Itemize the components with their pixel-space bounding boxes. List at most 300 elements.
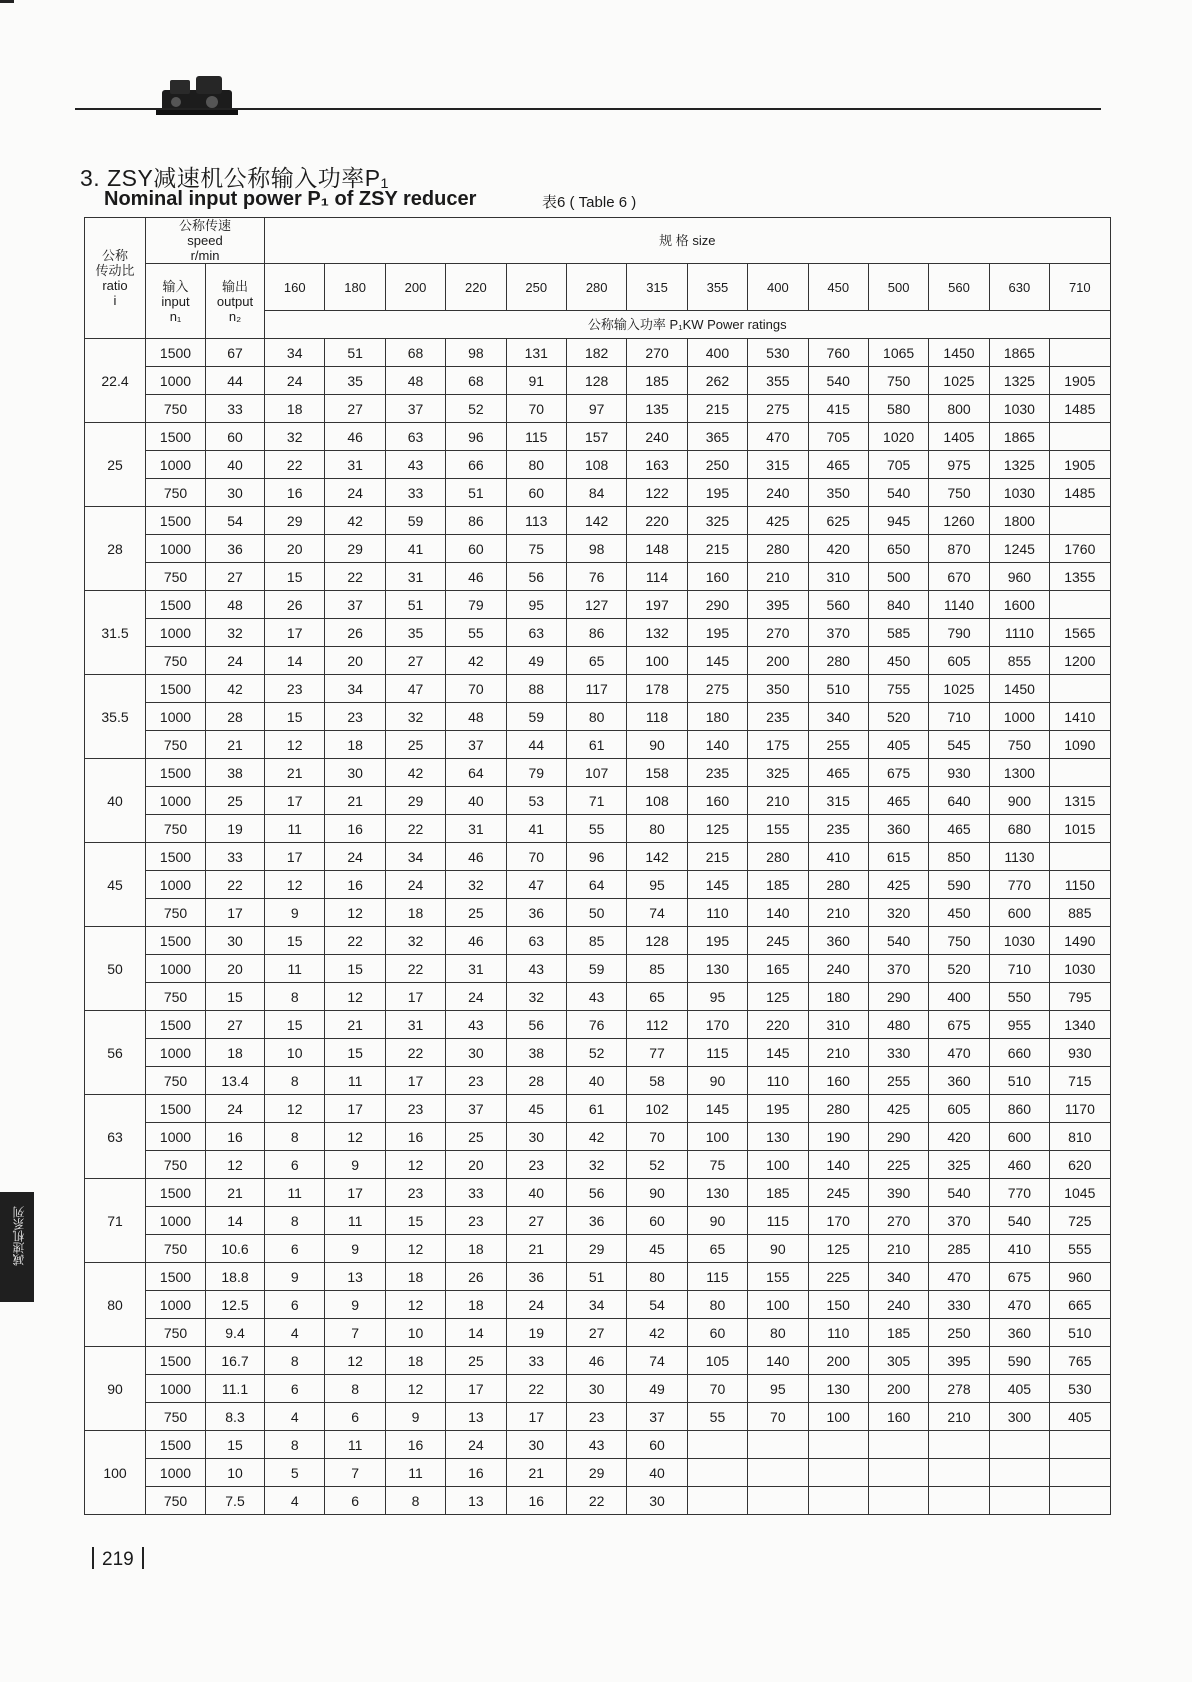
power-value-cell: 79 bbox=[506, 759, 566, 787]
power-value-cell: 705 bbox=[868, 451, 928, 479]
input-speed-cell: 1000 bbox=[146, 955, 206, 983]
power-value-cell bbox=[1050, 1487, 1110, 1515]
power-value-cell: 600 bbox=[989, 1123, 1049, 1151]
output-speed-cell: 60 bbox=[206, 423, 265, 451]
output-speed-cell: 27 bbox=[206, 1011, 265, 1039]
power-value-cell: 755 bbox=[868, 675, 928, 703]
power-value-cell: 160 bbox=[687, 787, 747, 815]
power-value-cell: 400 bbox=[929, 983, 989, 1011]
power-value-cell: 96 bbox=[446, 423, 506, 451]
power-value-cell: 130 bbox=[687, 1179, 747, 1207]
power-value-cell: 1020 bbox=[868, 423, 928, 451]
power-value-cell: 32 bbox=[566, 1151, 626, 1179]
table-row bbox=[85, 1459, 1111, 1487]
power-value-cell: 29 bbox=[385, 787, 445, 815]
power-value-cell: 12 bbox=[265, 871, 325, 899]
input-speed-cell: 1500 bbox=[146, 507, 206, 535]
power-value-cell: 31 bbox=[446, 815, 506, 843]
power-value-cell: 125 bbox=[687, 815, 747, 843]
input-speed-cell: 1000 bbox=[146, 1291, 206, 1319]
power-value-cell: 225 bbox=[808, 1263, 868, 1291]
power-value-cell: 33 bbox=[446, 1179, 506, 1207]
power-value-cell: 540 bbox=[929, 1179, 989, 1207]
power-value-cell: 8 bbox=[265, 1123, 325, 1151]
power-value-cell: 80 bbox=[506, 451, 566, 479]
power-value-cell: 395 bbox=[929, 1347, 989, 1375]
power-value-cell: 17 bbox=[325, 1179, 385, 1207]
power-value-cell: 500 bbox=[868, 563, 928, 591]
power-value-cell: 12 bbox=[265, 731, 325, 759]
header-size-250: 250 bbox=[506, 264, 566, 311]
table-row bbox=[85, 1403, 1111, 1431]
power-value-cell: 1485 bbox=[1050, 395, 1110, 423]
power-value-cell: 70 bbox=[627, 1123, 687, 1151]
table-row bbox=[85, 367, 1111, 395]
power-value-cell: 410 bbox=[808, 843, 868, 871]
power-value-cell: 665 bbox=[1050, 1291, 1110, 1319]
power-value-cell: 22 bbox=[506, 1375, 566, 1403]
power-value-cell: 278 bbox=[929, 1375, 989, 1403]
power-value-cell: 60 bbox=[627, 1207, 687, 1235]
power-value-cell: 275 bbox=[687, 675, 747, 703]
power-value-cell bbox=[989, 1487, 1049, 1515]
power-value-cell: 12 bbox=[325, 899, 385, 927]
header-size-560: 560 bbox=[929, 264, 989, 311]
input-speed-cell: 1500 bbox=[146, 591, 206, 619]
power-value-cell: 9 bbox=[325, 1235, 385, 1263]
power-value-cell: 750 bbox=[868, 367, 928, 395]
table-row bbox=[85, 1235, 1111, 1263]
power-value-cell: 560 bbox=[808, 591, 868, 619]
power-value-cell: 130 bbox=[808, 1375, 868, 1403]
power-value-cell: 585 bbox=[868, 619, 928, 647]
power-value-cell: 855 bbox=[989, 647, 1049, 675]
power-value-cell: 43 bbox=[566, 983, 626, 1011]
power-value-cell: 350 bbox=[748, 675, 808, 703]
power-value-cell: 12 bbox=[325, 983, 385, 1011]
power-value-cell: 180 bbox=[808, 983, 868, 1011]
power-value-cell: 77 bbox=[627, 1039, 687, 1067]
power-value-cell: 955 bbox=[989, 1011, 1049, 1039]
power-value-cell: 27 bbox=[506, 1207, 566, 1235]
power-value-cell: 18 bbox=[265, 395, 325, 423]
power-value-cell: 885 bbox=[1050, 899, 1110, 927]
power-value-cell: 32 bbox=[385, 703, 445, 731]
power-value-cell: 40 bbox=[446, 787, 506, 815]
power-value-cell: 22 bbox=[325, 563, 385, 591]
table-row bbox=[85, 619, 1111, 647]
power-value-cell: 470 bbox=[748, 423, 808, 451]
table-caption: 表6 ( Table 6 ) bbox=[542, 194, 637, 211]
power-value-cell: 145 bbox=[687, 1095, 747, 1123]
power-value-cell: 125 bbox=[808, 1235, 868, 1263]
power-value-cell: 195 bbox=[687, 619, 747, 647]
power-value-cell: 17 bbox=[325, 1095, 385, 1123]
power-value-cell: 170 bbox=[808, 1207, 868, 1235]
table-row bbox=[85, 1011, 1111, 1039]
output-speed-cell: 24 bbox=[206, 1095, 265, 1123]
power-value-cell: 360 bbox=[929, 1067, 989, 1095]
power-value-cell: 20 bbox=[446, 1151, 506, 1179]
power-value-cell: 70 bbox=[506, 395, 566, 423]
power-value-cell: 11 bbox=[325, 1431, 385, 1459]
power-value-cell: 26 bbox=[325, 619, 385, 647]
power-value-cell: 4 bbox=[265, 1319, 325, 1347]
power-value-cell: 465 bbox=[808, 451, 868, 479]
power-value-cell: 235 bbox=[748, 703, 808, 731]
power-value-cell: 185 bbox=[748, 1179, 808, 1207]
power-value-cell: 1015 bbox=[1050, 815, 1110, 843]
table-row bbox=[85, 955, 1111, 983]
power-value-cell: 760 bbox=[808, 339, 868, 367]
power-value-cell: 55 bbox=[446, 619, 506, 647]
table-row bbox=[85, 395, 1111, 423]
power-value-cell: 55 bbox=[566, 815, 626, 843]
power-value-cell: 16 bbox=[385, 1123, 445, 1151]
power-value-cell: 11 bbox=[325, 1067, 385, 1095]
power-value-cell: 405 bbox=[1050, 1403, 1110, 1431]
power-value-cell: 12 bbox=[385, 1375, 445, 1403]
power-value-cell: 1045 bbox=[1050, 1179, 1110, 1207]
power-value-cell: 750 bbox=[929, 927, 989, 955]
power-value-cell: 290 bbox=[687, 591, 747, 619]
power-value-cell: 15 bbox=[385, 1207, 445, 1235]
power-value-cell: 8 bbox=[265, 1207, 325, 1235]
power-value-cell: 1030 bbox=[989, 927, 1049, 955]
power-value-cell: 945 bbox=[868, 507, 928, 535]
power-value-cell: 315 bbox=[808, 787, 868, 815]
input-speed-cell: 750 bbox=[146, 899, 206, 927]
power-value-cell: 140 bbox=[748, 1347, 808, 1375]
output-speed-cell: 48 bbox=[206, 591, 265, 619]
power-value-cell: 195 bbox=[687, 479, 747, 507]
page-number-text: 219 bbox=[102, 1549, 134, 1570]
power-value-cell: 675 bbox=[868, 759, 928, 787]
power-value-cell: 330 bbox=[868, 1039, 928, 1067]
table-row bbox=[85, 507, 1111, 535]
input-speed-cell: 1500 bbox=[146, 1431, 206, 1459]
header-size-630: 630 bbox=[989, 264, 1049, 311]
power-value-cell: 9 bbox=[325, 1151, 385, 1179]
power-value-cell: 510 bbox=[1050, 1319, 1110, 1347]
power-value-cell bbox=[989, 1459, 1049, 1487]
power-value-cell: 165 bbox=[748, 955, 808, 983]
power-value-cell: 47 bbox=[385, 675, 445, 703]
power-value-cell: 160 bbox=[868, 1403, 928, 1431]
power-value-cell bbox=[989, 1431, 1049, 1459]
table-row bbox=[85, 927, 1111, 955]
power-value-cell: 280 bbox=[748, 535, 808, 563]
power-value-cell: 6 bbox=[265, 1151, 325, 1179]
output-speed-cell: 18 bbox=[206, 1039, 265, 1067]
power-value-cell: 8 bbox=[265, 1431, 325, 1459]
power-value-cell: 52 bbox=[446, 395, 506, 423]
power-value-cell: 31 bbox=[385, 563, 445, 591]
output-speed-cell: 21 bbox=[206, 731, 265, 759]
power-value-cell: 79 bbox=[446, 591, 506, 619]
ratio-cell: 63 bbox=[85, 1095, 146, 1179]
power-value-cell: 25 bbox=[446, 1347, 506, 1375]
power-value-cell: 7 bbox=[325, 1459, 385, 1487]
power-value-cell: 76 bbox=[566, 1011, 626, 1039]
power-value-cell: 1025 bbox=[929, 367, 989, 395]
power-value-cell: 35 bbox=[325, 367, 385, 395]
power-value-cell: 85 bbox=[566, 927, 626, 955]
power-value-cell: 29 bbox=[566, 1235, 626, 1263]
power-value-cell: 1260 bbox=[929, 507, 989, 535]
header-ratio: 公称 传动比 ratio i bbox=[85, 218, 146, 339]
power-value-cell: 115 bbox=[748, 1207, 808, 1235]
power-value-cell: 22 bbox=[385, 815, 445, 843]
power-value-cell: 155 bbox=[748, 1263, 808, 1291]
power-value-cell: 1760 bbox=[1050, 535, 1110, 563]
power-value-cell: 350 bbox=[808, 479, 868, 507]
power-value-cell bbox=[808, 1459, 868, 1487]
power-value-cell: 770 bbox=[989, 1179, 1049, 1207]
power-value-cell: 235 bbox=[687, 759, 747, 787]
power-value-cell: 23 bbox=[385, 1095, 445, 1123]
power-value-cell: 31 bbox=[385, 1011, 445, 1039]
power-value-cell: 33 bbox=[506, 1347, 566, 1375]
power-value-cell: 51 bbox=[566, 1263, 626, 1291]
reducer-logo-image bbox=[156, 72, 238, 118]
power-value-cell: 510 bbox=[808, 675, 868, 703]
power-value-cell: 65 bbox=[566, 647, 626, 675]
table-row bbox=[85, 675, 1111, 703]
power-value-cell: 185 bbox=[868, 1319, 928, 1347]
power-value-cell: 215 bbox=[687, 535, 747, 563]
section-title-en: Nominal input power P₁ of ZSY reducer bbox=[104, 188, 477, 210]
output-speed-cell: 25 bbox=[206, 787, 265, 815]
input-speed-cell: 750 bbox=[146, 563, 206, 591]
input-speed-cell: 1000 bbox=[146, 367, 206, 395]
table-row bbox=[85, 1291, 1111, 1319]
input-speed-cell: 1000 bbox=[146, 871, 206, 899]
table-row bbox=[85, 1179, 1111, 1207]
power-value-cell: 18 bbox=[446, 1235, 506, 1263]
power-value-cell: 100 bbox=[748, 1151, 808, 1179]
power-value-cell: 36 bbox=[506, 1263, 566, 1291]
power-value-cell: 46 bbox=[566, 1347, 626, 1375]
power-value-cell: 100 bbox=[808, 1403, 868, 1431]
power-value-cell: 40 bbox=[566, 1067, 626, 1095]
power-value-cell: 1315 bbox=[1050, 787, 1110, 815]
power-value-cell: 75 bbox=[687, 1151, 747, 1179]
power-value-cell: 29 bbox=[265, 507, 325, 535]
power-value-cell: 1355 bbox=[1050, 563, 1110, 591]
power-value-cell: 23 bbox=[446, 1067, 506, 1095]
input-speed-cell: 750 bbox=[146, 1235, 206, 1263]
power-value-cell: 310 bbox=[808, 563, 868, 591]
power-value-cell: 58 bbox=[627, 1067, 687, 1095]
output-speed-cell: 8.3 bbox=[206, 1403, 265, 1431]
power-value-cell: 370 bbox=[929, 1207, 989, 1235]
power-value-cell: 15 bbox=[325, 1039, 385, 1067]
power-value-cell: 870 bbox=[929, 535, 989, 563]
power-value-cell: 140 bbox=[687, 731, 747, 759]
power-value-cell: 790 bbox=[929, 619, 989, 647]
ratio-cell: 80 bbox=[85, 1263, 146, 1347]
power-value-cell: 23 bbox=[566, 1403, 626, 1431]
table-row bbox=[85, 1151, 1111, 1179]
table-row bbox=[85, 563, 1111, 591]
power-value-cell: 61 bbox=[566, 731, 626, 759]
power-value-cell: 70 bbox=[506, 843, 566, 871]
power-value-cell: 131 bbox=[506, 339, 566, 367]
power-value-cell bbox=[1050, 759, 1110, 787]
power-value-cell: 15 bbox=[265, 703, 325, 731]
power-value-cell: 10 bbox=[265, 1039, 325, 1067]
power-value-cell: 210 bbox=[748, 787, 808, 815]
header-speed: 公称传速 speed r/min bbox=[146, 218, 265, 264]
power-value-cell: 135 bbox=[627, 395, 687, 423]
output-speed-cell: 44 bbox=[206, 367, 265, 395]
power-value-cell: 157 bbox=[566, 423, 626, 451]
power-value-cell: 178 bbox=[627, 675, 687, 703]
power-value-cell: 43 bbox=[385, 451, 445, 479]
power-value-cell: 90 bbox=[627, 731, 687, 759]
power-value-cell: 195 bbox=[748, 1095, 808, 1123]
power-value-cell: 21 bbox=[506, 1459, 566, 1487]
power-value-cell: 1090 bbox=[1050, 731, 1110, 759]
power-value-cell: 88 bbox=[506, 675, 566, 703]
input-speed-cell: 1000 bbox=[146, 787, 206, 815]
power-value-cell: 715 bbox=[1050, 1067, 1110, 1095]
power-value-cell: 18 bbox=[385, 899, 445, 927]
power-value-cell: 40 bbox=[627, 1459, 687, 1487]
power-value-cell: 710 bbox=[989, 955, 1049, 983]
power-value-cell: 115 bbox=[687, 1263, 747, 1291]
power-value-cell: 22 bbox=[265, 451, 325, 479]
power-value-cell: 41 bbox=[385, 535, 445, 563]
input-speed-cell: 1500 bbox=[146, 1011, 206, 1039]
input-speed-cell: 1000 bbox=[146, 1459, 206, 1487]
power-value-cell: 15 bbox=[265, 563, 325, 591]
power-value-cell: 85 bbox=[627, 955, 687, 983]
ratio-cell: 90 bbox=[85, 1347, 146, 1431]
power-value-cell: 520 bbox=[929, 955, 989, 983]
power-value-cell: 80 bbox=[748, 1319, 808, 1347]
power-value-cell: 23 bbox=[385, 1179, 445, 1207]
power-value-cell: 340 bbox=[868, 1263, 928, 1291]
table-row bbox=[85, 871, 1111, 899]
output-speed-cell: 24 bbox=[206, 647, 265, 675]
power-value-cell: 245 bbox=[748, 927, 808, 955]
header-size-450: 450 bbox=[808, 264, 868, 311]
output-speed-cell: 38 bbox=[206, 759, 265, 787]
output-speed-cell: 9.4 bbox=[206, 1319, 265, 1347]
power-value-cell: 18 bbox=[446, 1291, 506, 1319]
header-size-355: 355 bbox=[687, 264, 747, 311]
power-value-cell: 18 bbox=[385, 1263, 445, 1291]
table-row bbox=[85, 1347, 1111, 1375]
table-row bbox=[85, 787, 1111, 815]
power-value-cell: 300 bbox=[989, 1403, 1049, 1431]
power-value-cell: 480 bbox=[868, 1011, 928, 1039]
power-value-cell: 530 bbox=[748, 339, 808, 367]
power-value-cell: 11 bbox=[385, 1459, 445, 1487]
power-value-cell: 21 bbox=[506, 1235, 566, 1263]
input-speed-cell: 1500 bbox=[146, 339, 206, 367]
power-value-cell: 27 bbox=[566, 1319, 626, 1347]
output-speed-cell: 12.5 bbox=[206, 1291, 265, 1319]
table-row bbox=[85, 1487, 1111, 1515]
power-value-cell: 21 bbox=[265, 759, 325, 787]
power-value-cell: 145 bbox=[748, 1039, 808, 1067]
power-value-cell: 50 bbox=[566, 899, 626, 927]
output-speed-cell: 42 bbox=[206, 675, 265, 703]
power-value-cell: 240 bbox=[868, 1291, 928, 1319]
power-value-cell: 1405 bbox=[929, 423, 989, 451]
power-value-cell: 470 bbox=[989, 1291, 1049, 1319]
power-value-cell: 8 bbox=[325, 1375, 385, 1403]
output-speed-cell: 30 bbox=[206, 479, 265, 507]
power-value-cell: 840 bbox=[868, 591, 928, 619]
power-value-cell: 1600 bbox=[989, 591, 1049, 619]
power-value-cell: 23 bbox=[446, 1207, 506, 1235]
power-value-cell: 130 bbox=[748, 1123, 808, 1151]
power-value-cell: 795 bbox=[1050, 983, 1110, 1011]
power-value-cell: 1410 bbox=[1050, 703, 1110, 731]
table-row bbox=[85, 1039, 1111, 1067]
input-speed-cell: 750 bbox=[146, 731, 206, 759]
input-speed-cell: 1500 bbox=[146, 843, 206, 871]
power-value-cell: 23 bbox=[265, 675, 325, 703]
power-value-cell: 9 bbox=[385, 1403, 445, 1431]
power-value-cell: 27 bbox=[325, 395, 385, 423]
power-value-cell bbox=[929, 1487, 989, 1515]
ratio-cell: 22.4 bbox=[85, 339, 146, 423]
output-speed-cell: 33 bbox=[206, 843, 265, 871]
power-value-cell: 275 bbox=[748, 395, 808, 423]
output-speed-cell: 7.5 bbox=[206, 1487, 265, 1515]
power-value-cell: 60 bbox=[446, 535, 506, 563]
power-value-cell: 107 bbox=[566, 759, 626, 787]
power-value-cell: 31 bbox=[325, 451, 385, 479]
power-value-cell: 600 bbox=[989, 899, 1049, 927]
input-speed-cell: 750 bbox=[146, 983, 206, 1011]
power-value-cell: 17 bbox=[385, 983, 445, 1011]
power-value-cell: 128 bbox=[566, 367, 626, 395]
power-value-cell: 1450 bbox=[929, 339, 989, 367]
power-value-cell: 108 bbox=[566, 451, 626, 479]
power-value-cell: 61 bbox=[566, 1095, 626, 1123]
power-value-cell: 6 bbox=[325, 1487, 385, 1515]
power-value-cell: 42 bbox=[446, 647, 506, 675]
power-value-cell: 16 bbox=[325, 871, 385, 899]
power-value-cell: 117 bbox=[566, 675, 626, 703]
power-value-cell: 420 bbox=[808, 535, 868, 563]
power-value-cell: 8 bbox=[265, 1067, 325, 1095]
power-value-cell: 240 bbox=[808, 955, 868, 983]
power-value-cell: 25 bbox=[446, 1123, 506, 1151]
power-value-cell: 545 bbox=[929, 731, 989, 759]
power-value-cell: 46 bbox=[446, 843, 506, 871]
output-speed-cell: 16 bbox=[206, 1123, 265, 1151]
power-value-cell bbox=[1050, 339, 1110, 367]
page-number bbox=[84, 1547, 152, 1571]
power-value-cell: 650 bbox=[868, 535, 928, 563]
power-value-cell: 340 bbox=[808, 703, 868, 731]
power-value-cell: 1865 bbox=[989, 339, 1049, 367]
power-value-cell: 63 bbox=[506, 927, 566, 955]
header-rule bbox=[75, 108, 1101, 110]
power-value-cell: 33 bbox=[385, 479, 445, 507]
power-value-cell: 52 bbox=[627, 1151, 687, 1179]
power-value-cell: 65 bbox=[687, 1235, 747, 1263]
power-value-cell: 112 bbox=[627, 1011, 687, 1039]
power-value-cell: 465 bbox=[929, 815, 989, 843]
